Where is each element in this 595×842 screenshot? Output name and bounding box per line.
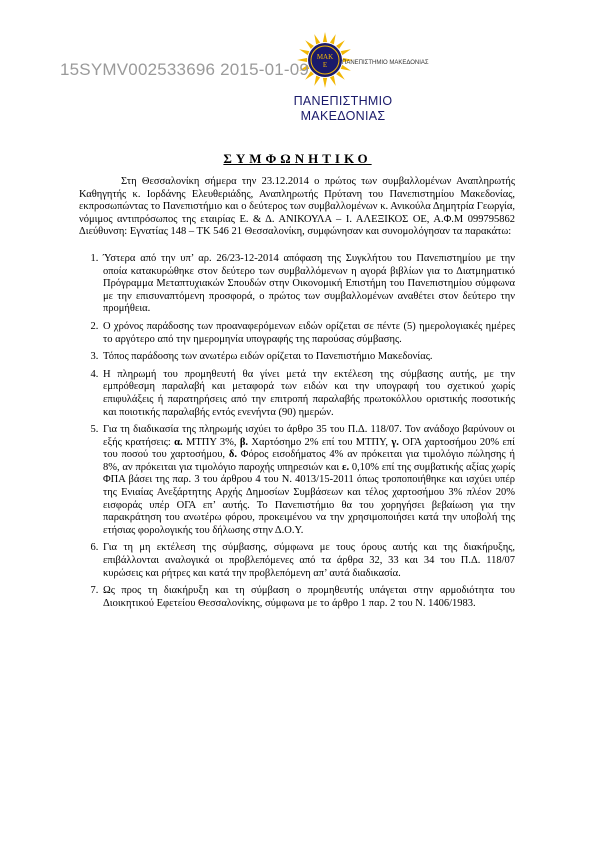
term-item [101, 424, 515, 537]
term-text: Ως προς τη διακήρυξη και τη σύμβαση ο προμηθευτής υπάγεται στην αρμοδιότητα του Διοικητικού Εφετείου Θεσσαλονίκης, σύμφωνα με το άρθρο 1 παρ. 2 του Ν. 1406/1983. [103, 585, 515, 609]
term-text: Η πληρωμή του προμηθευτή θα γίνει μετά την εκτέλεση της σύμβασης αυτής, με την εμπρόθεσμη παραλαβή και μεταφορά των ειδών και την υπογραφή του σχετικού χωρίς επιφυλάξεις ή παρατηρήσεις από την επιτροπή παραλαβής πρωτοκόλλου οριστικής ποσοτικής και ποιοτικής παραλαβής εντός ενενήντα (90) ημερών. [103, 368, 515, 418]
term-text: Φόρος εισοδήματος 4% αν πρόκειται για τιμολόγιο πώλησης ή 8%, αν πρόκειται για τιμολόγιο παροχής υπηρεσιών και [103, 449, 516, 473]
sun-ray [336, 71, 345, 80]
term-item [101, 585, 515, 610]
logo-caption: ΠΑΝΕΠΙΣΤΗΜΙΟ ΜΑΚΕΔΟΝΙΑΣ [342, 60, 429, 66]
term-text: ΟΓΑ χαρτοσήμου 20% επί του ποσού του χαρτοσήμου, [103, 436, 515, 461]
sun-ray [336, 40, 345, 49]
intro-paragraph: Στη Θεσσαλονίκη σήμερα την 23.12.2014 ο πρώτος των συμβαλλομένων Αναπληρωτής Καθηγητής κ. Ιορδάνης Ελευθεριάδης, Αναπληρωτής Πρύτανη του Πανεπιστημίου Μακεδονίας, εκπροσωπώντας το Πανεπιστήμιο και ο δεύτερος των συμβαλλομένων κ. Ανικούλα Δημητρία Γεωργία, νόμιμος αντιπρόσωπος της εταιρίας Ε. & Δ. ΑΝΙΚΟΥΛΑ – Ι. ΑΛΕΞΙΚΟΣ ΟΕ, Α.Φ.Μ 099795862 Διεύθυνση: Εγνατίας 148 – ΤΚ 546 21 Θεσσαλονίκη, συμφώνησαν και συνομολόγησαν τα παρακάτω: [79, 176, 515, 238]
term-item [101, 321, 515, 346]
document-body [79, 176, 515, 615]
sun-ray [330, 76, 336, 86]
sun-ray [341, 49, 351, 55]
term-sublabel: δ. [228, 449, 237, 461]
term-text: Ύστερα από την υπ’ αρ. 26/23-12-2014 απόφαση της Συγκλήτου του Πανεπιστημίου με την οποία κατακυρώθηκε στον δεύτερο των συμβαλλόμενων η αγορά βιβλίων για το Διατμηματικό Πρόγραμμα Μεταπτυχιακών Σπουδών στην Οικονομική Επιστήμη του Πανεπιστημίου σύμφωνα με την επισυναπτόμενη προσφορά, ο πρώτος των συμβαλλομένων αναθέτει στον δεύτερο την προμήθεια. [103, 252, 515, 315]
term-item [101, 253, 515, 316]
university-name [288, 94, 398, 124]
term-item [101, 369, 515, 419]
sun-ray [323, 78, 327, 88]
terms-list [79, 253, 515, 610]
term-text: Χαρτόσημο 2% επί του ΜΤΠΥ, [248, 436, 392, 448]
document-watermark: 15SYMV002533696 2015-01-09 [60, 60, 310, 79]
sun-ray [299, 49, 309, 55]
sun-ray [323, 32, 327, 42]
term-text: Για τη διαδικασία της πληρωμής ισχύει το άρθρο 35 του Π.Δ. 118/07. Τον ανάδοχο βαρύνουν οι εξής κρατήσεις: [103, 424, 515, 448]
university-name-line2: ΜΑΚΕΔΟΝΙΑΣ [300, 109, 386, 123]
term-text: Τόπος παράδοσης των ανωτέρω ειδών ορίζεται το Πανεπιστήμιο Μακεδονίας. [103, 351, 433, 363]
term-text: 0,10% επί της συμβατικής αξίας χωρίς ΦΠΑ βάσει της παρ. 3 του άρθρου 4 του Ν. 4013/15-2011 όπως τροποποιήθηκε και ισχύει υπέρ της Ενιαίας Ανεξάρτητης Αρχής Δημοσίων Συμβάσεων και τέλος χαρτοσήμου 3% πλέον 20% εισφοράς υπέρ ΟΓΑ επ’ αυτής. Το Πανεπιστήμιο θα του χορηγήσει βεβαίωση για την παρακράτηση του ανωτέρω φόρου, προκειμένου να την χρησιμοποιήσει κατά την υποβολή της ετήσιας φορολογικής του δήλωσης στην Δ.Ο.Υ. [103, 461, 515, 536]
document-title: ΣΥΜΦΩΝΗΤΙΚΟ [223, 151, 372, 166]
term-item [101, 351, 515, 364]
sun-ray [314, 76, 320, 86]
sun-ray [314, 34, 320, 44]
term-sublabel: ε. [342, 461, 350, 473]
term-text: ΜΤΠΥ 3%, [182, 436, 240, 448]
logo-text: ΜΑΚ [316, 53, 334, 61]
term-text: Για τη μη εκτέλεση της σύμβασης, σύμφωνα με τους όρους αυτής και της διακήρυξης, επιβάλλονται αναλογικά οι προβλεπόμενες από τα άρθρα 32, 33 και 34 του Π.Δ. 118/07 κυρώσεις και ρήτρες και κατά την προβλεπόμενη απ’ αυτά διαδικασία. [103, 542, 515, 579]
sun-ray [330, 34, 336, 44]
term-text: Ο χρόνος παράδοσης των προαναφερόμενων ειδών ορίζεται σε πέντε (5) ημερολογιακές ημέρες το αργότερο από την ημερομηνία υπογραφής της παρούσας σύμβασης. [103, 320, 515, 345]
term-item [101, 542, 515, 580]
svg-text:Ε: Ε [322, 61, 328, 69]
sun-ray [305, 40, 314, 49]
term-sublabel: γ. [391, 436, 399, 448]
university-name-line1: ΠΑΝΕΠΙΣΤΗΜΙΟ [293, 94, 393, 108]
term-sublabel: α. [174, 436, 183, 448]
term-sublabel: β. [239, 436, 249, 448]
